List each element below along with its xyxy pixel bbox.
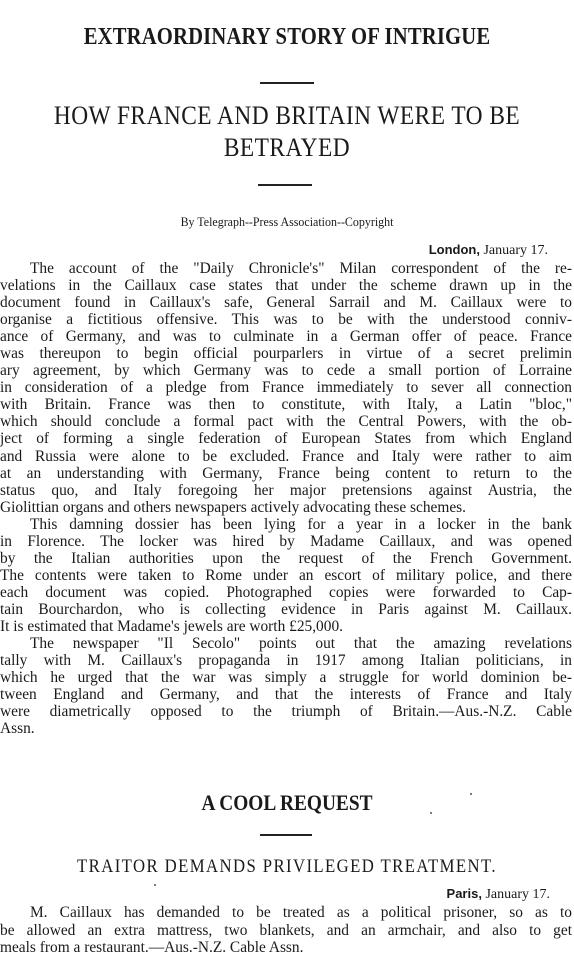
headline-rule: [260, 82, 314, 84]
print-speck: [430, 812, 432, 814]
subheadline: HOW FRANCE AND BRITAIN WERE TO BE BETRAYED: [53, 101, 521, 162]
article-line: ance of Germany, and was to culminate in a German offer of peace. France: [0, 328, 572, 346]
article-line: document found in Caillaux's safe, General Sarrail and M. Caillaux were to: [0, 294, 572, 312]
print-speck: [154, 884, 156, 886]
dateline-date: January 17.: [483, 243, 548, 258]
article-line: in consideration of a pledge from France immediately to sever all connection: [0, 379, 572, 397]
article-line: at an understanding with Germany, France being content to return to the: [0, 464, 572, 482]
second-dateline: [447, 886, 550, 903]
article-line: which should conclude a formal pact with the Central Powers, with the ob-: [0, 413, 572, 431]
article-line: each document was copied. Photographed copies were forwarded to Cap-: [0, 583, 572, 601]
article-line: Assn.: [0, 720, 35, 738]
second-dateline-place: Paris,: [446, 886, 482, 901]
article-line: with Britain. France was then to constitute, with Italy, a Latin "bloc,": [0, 396, 572, 414]
article-line: The newspaper "Il Secolo" points out that the amazing revelations: [30, 635, 572, 653]
article-line: This damning dossier has been lying for a year in a locker in the bank: [30, 515, 572, 533]
second-headline-rule: [260, 834, 312, 836]
article-line: It is estimated that Madame's jewels are worth £25,000.: [0, 617, 343, 635]
article-line: status quo, and Italy foregoing her major pretensions against Austria, the: [0, 481, 572, 499]
article-line: in Florence. The locker was hired by Madame Caillaux, and was opened: [0, 532, 572, 550]
article-line: ject of forming a single federation of European States from which England: [0, 430, 572, 448]
second-subheadline: TRAITOR DEMANDS PRIVILEGED TREATMENT.: [77, 856, 497, 877]
second-dateline-date: January 17.: [485, 887, 550, 902]
article-line: organise a fictitious offensive. This was to be with the understood conniv-: [0, 311, 572, 329]
article-line: by the Italian authorities upon the request of the French Government.: [0, 549, 572, 567]
print-speck: [470, 793, 472, 795]
article-line: velations in the Caillaux case states that under the scheme drawn up in the: [0, 277, 572, 295]
article-line: was thereupon to begin official pourparlers in virtue of a secret prelimin: [0, 345, 572, 363]
article-body: [0, 260, 574, 737]
dateline: [429, 242, 548, 259]
article-line: Giolittian organs and others newspapers actively advocating these schemes.: [0, 498, 467, 516]
article-line: tally with M. Caillaux's propaganda in 1917 among Italian politicians, in: [0, 652, 572, 670]
article-line: The account of the "Daily Chronicle's" Milan correspondent of the re-: [30, 260, 572, 277]
second-headline: A COOL REQUEST: [201, 790, 373, 815]
article-line: tween England and Germany, and that the interests of France and Italy: [0, 686, 572, 704]
article-line: which he urged that the war was simply a struggle for world dominion be-: [0, 669, 572, 687]
article-line: and Russia were alone to be excluded. France and Italy were rather to aim: [0, 447, 572, 465]
dateline-place: London,: [428, 242, 480, 257]
subheadline-rule: [258, 184, 312, 186]
article-line: be allowed an extra mattress, two blankets, and an armchair, and also to get: [0, 921, 572, 939]
article-line: The contents were taken to Rome under an escort of military police, and there: [0, 566, 572, 584]
article-line: were diametrically opposed to the triumph of Britain.—Aus.-N.Z. Cable: [0, 703, 572, 721]
second-article-body: [0, 904, 574, 957]
article-line: ary agreement, by which Germany was to cede a small portion of Lorraine: [0, 362, 572, 380]
article-line: M. Caillaux has demanded to be treated as a political prisoner, so as to: [30, 904, 572, 921]
byline: By Telegraph--Press Association--Copyright: [180, 214, 394, 229]
article-line: meals from a restaurant.—Aus.-N.Z. Cable Assn.: [0, 939, 304, 957]
article-line: tain Bourchardon, who is collecting evidence in Paris against M. Caillaux.: [0, 600, 572, 618]
headline: EXTRAORDINARY STORY OF INTRIGUE: [83, 24, 491, 50]
